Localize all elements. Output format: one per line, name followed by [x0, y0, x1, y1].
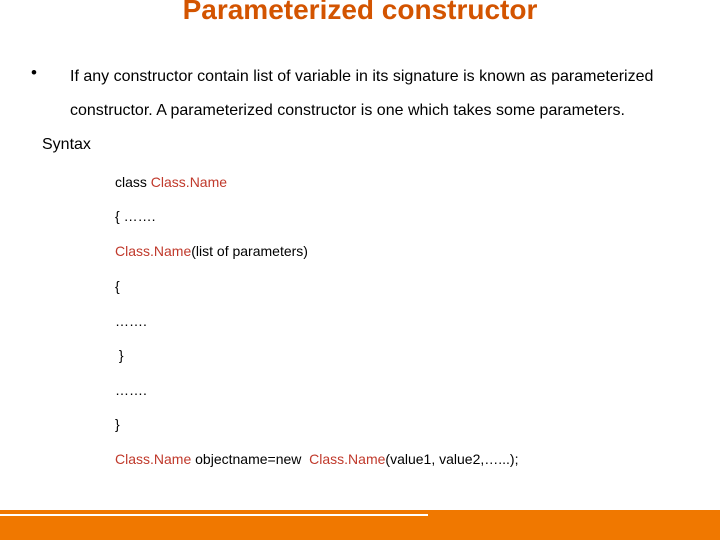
- code-object-args: (value1, value2,…...);: [385, 451, 519, 467]
- footer-divider: [0, 514, 428, 516]
- code-line-constructor-close: }: [115, 347, 124, 363]
- code-line-class-body: …….: [115, 382, 147, 398]
- code-object-type: Class.Name: [115, 451, 192, 467]
- code-line-class-close: }: [115, 416, 120, 432]
- code-keyword: class: [115, 174, 151, 190]
- slide-title: Parameterized constructor: [182, 0, 538, 25]
- code-line-constructor: [115, 242, 308, 260]
- code-class-name: Class.Name: [150, 174, 228, 190]
- code-constructor-name: Class.Name: [115, 243, 192, 259]
- code-constructor-params: (list of parameters): [191, 243, 308, 259]
- bullet-marker: •: [31, 63, 37, 82]
- code-object-assign: objectname=new: [191, 451, 310, 467]
- code-object-constructor: Class.Name: [309, 451, 386, 467]
- bullet-text: If any constructor contain list of variable in its signature is known as parameterized constructor. A parameterized constructor is one which takes some parameters.: [70, 68, 654, 119]
- code-line-class-declaration: [115, 173, 227, 191]
- code-line-object-creation: [115, 450, 518, 468]
- code-line-constructor-body: …….: [115, 313, 147, 329]
- code-line-constructor-open: {: [115, 278, 120, 294]
- syntax-label: Syntax: [42, 136, 91, 153]
- code-line-open-brace: { …….: [115, 208, 156, 224]
